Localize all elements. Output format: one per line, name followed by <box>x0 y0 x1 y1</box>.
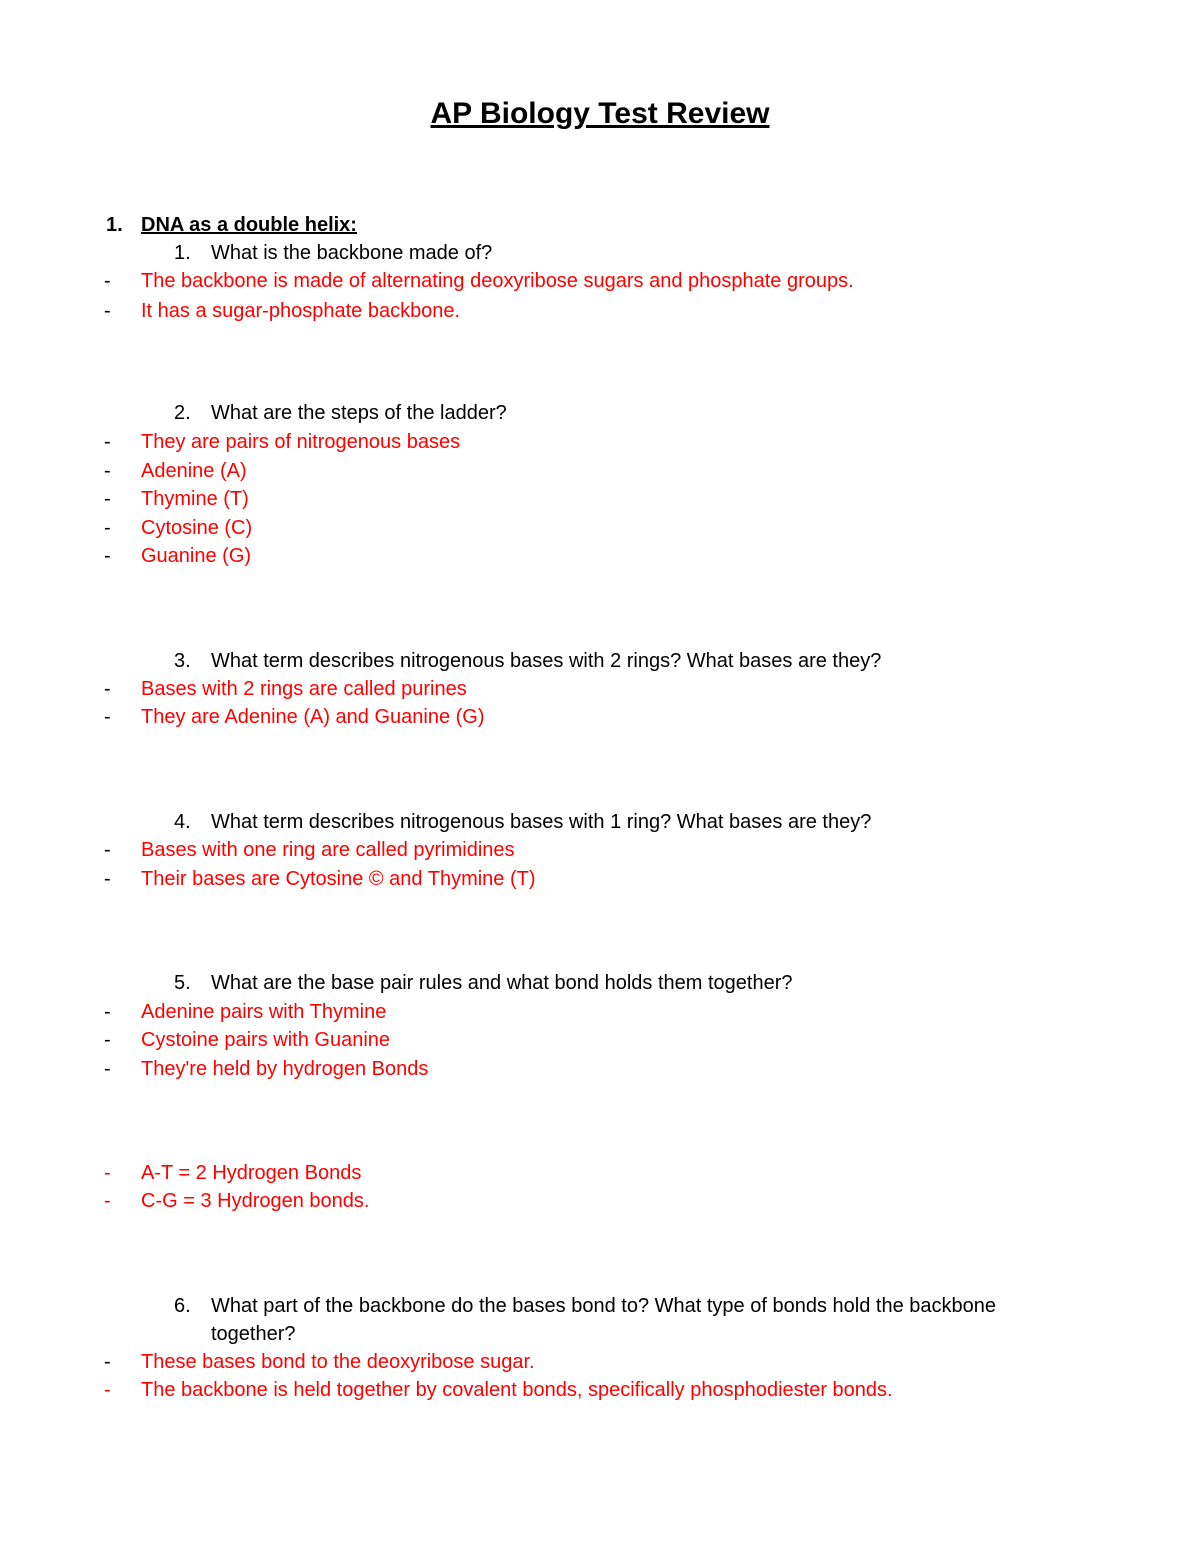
answer-text: Cystoine pairs with Guanine <box>141 1029 391 1051</box>
question-text: together? <box>211 1323 296 1345</box>
question-number: 6. <box>174 1295 191 1317</box>
question-text: What are the base pair rules and what bond holds them together? <box>211 972 793 994</box>
bullet-dash: - <box>104 868 111 890</box>
bullet-dash: - <box>104 300 111 322</box>
section-label: DNA as a double helix: <box>141 214 357 236</box>
answer-text: Their bases are Cytosine © and Thymine (T) <box>141 868 536 890</box>
answer-text: These bases bond to the deoxyribose sugar. <box>141 1351 535 1373</box>
bullet-dash: - <box>104 270 111 292</box>
answer-text: Guanine (G) <box>141 545 252 567</box>
question-text: What is the backbone made of? <box>211 242 493 264</box>
answer-text: They're held by hydrogen Bonds <box>141 1058 429 1080</box>
bullet-dash: - <box>104 517 111 539</box>
question-number: 1. <box>174 242 191 264</box>
answer-text: Cytosine (C) <box>141 517 253 539</box>
section-number: 1. <box>106 214 123 236</box>
answer-text: It has a sugar-phosphate backbone. <box>141 300 461 322</box>
question-number: 4. <box>174 811 191 833</box>
bullet-dash: - <box>104 545 111 567</box>
page-title: AP Biology Test Review <box>430 97 770 130</box>
answer-text: Bases with 2 rings are called purines <box>141 678 467 700</box>
answer-text: Adenine (A) <box>141 460 247 482</box>
question-number: 5. <box>174 972 191 994</box>
answer-text: Adenine pairs with Thymine <box>141 1001 387 1023</box>
bullet-dash: - <box>104 1001 111 1023</box>
answer-text: They are pairs of nitrogenous bases <box>141 431 461 453</box>
bullet-dash: - <box>104 488 111 510</box>
question-text: What term describes nitrogenous bases with 1 ring? What bases are they? <box>211 811 872 833</box>
bullet-dash: - <box>104 1351 111 1373</box>
bullet-dash: - <box>104 431 111 453</box>
bullet-dash: - <box>104 706 111 728</box>
answer-text: They are Adenine (A) and Guanine (G) <box>141 706 485 728</box>
bullet-dash: - <box>104 839 111 861</box>
answer-text: C-G = 3 Hydrogen bonds. <box>141 1190 370 1212</box>
bullet-dash: - <box>104 1029 111 1051</box>
answer-text: A-T = 2 Hydrogen Bonds <box>141 1162 362 1184</box>
question-text: What part of the backbone do the bases bond to? What type of bonds hold the backbone <box>211 1295 996 1317</box>
bullet-dash: - <box>104 1379 111 1401</box>
bullet-dash: - <box>104 460 111 482</box>
bullet-dash: - <box>104 1058 111 1080</box>
question-number: 3. <box>174 650 191 672</box>
answer-text: The backbone is made of alternating deoxyribose sugars and phosphate groups. <box>141 270 854 292</box>
bullet-dash: - <box>104 1190 111 1212</box>
answer-text: Thymine (T) <box>141 488 249 510</box>
question-text: What are the steps of the ladder? <box>211 402 507 424</box>
bullet-dash: - <box>104 678 111 700</box>
bullet-dash: - <box>104 1162 111 1184</box>
answer-text: The backbone is held together by covalent bonds, specifically phosphodiester bonds. <box>141 1379 893 1401</box>
question-text: What term describes nitrogenous bases with 2 rings? What bases are they? <box>211 650 882 672</box>
answer-text: Bases with one ring are called pyrimidines <box>141 839 515 861</box>
question-number: 2. <box>174 402 191 424</box>
